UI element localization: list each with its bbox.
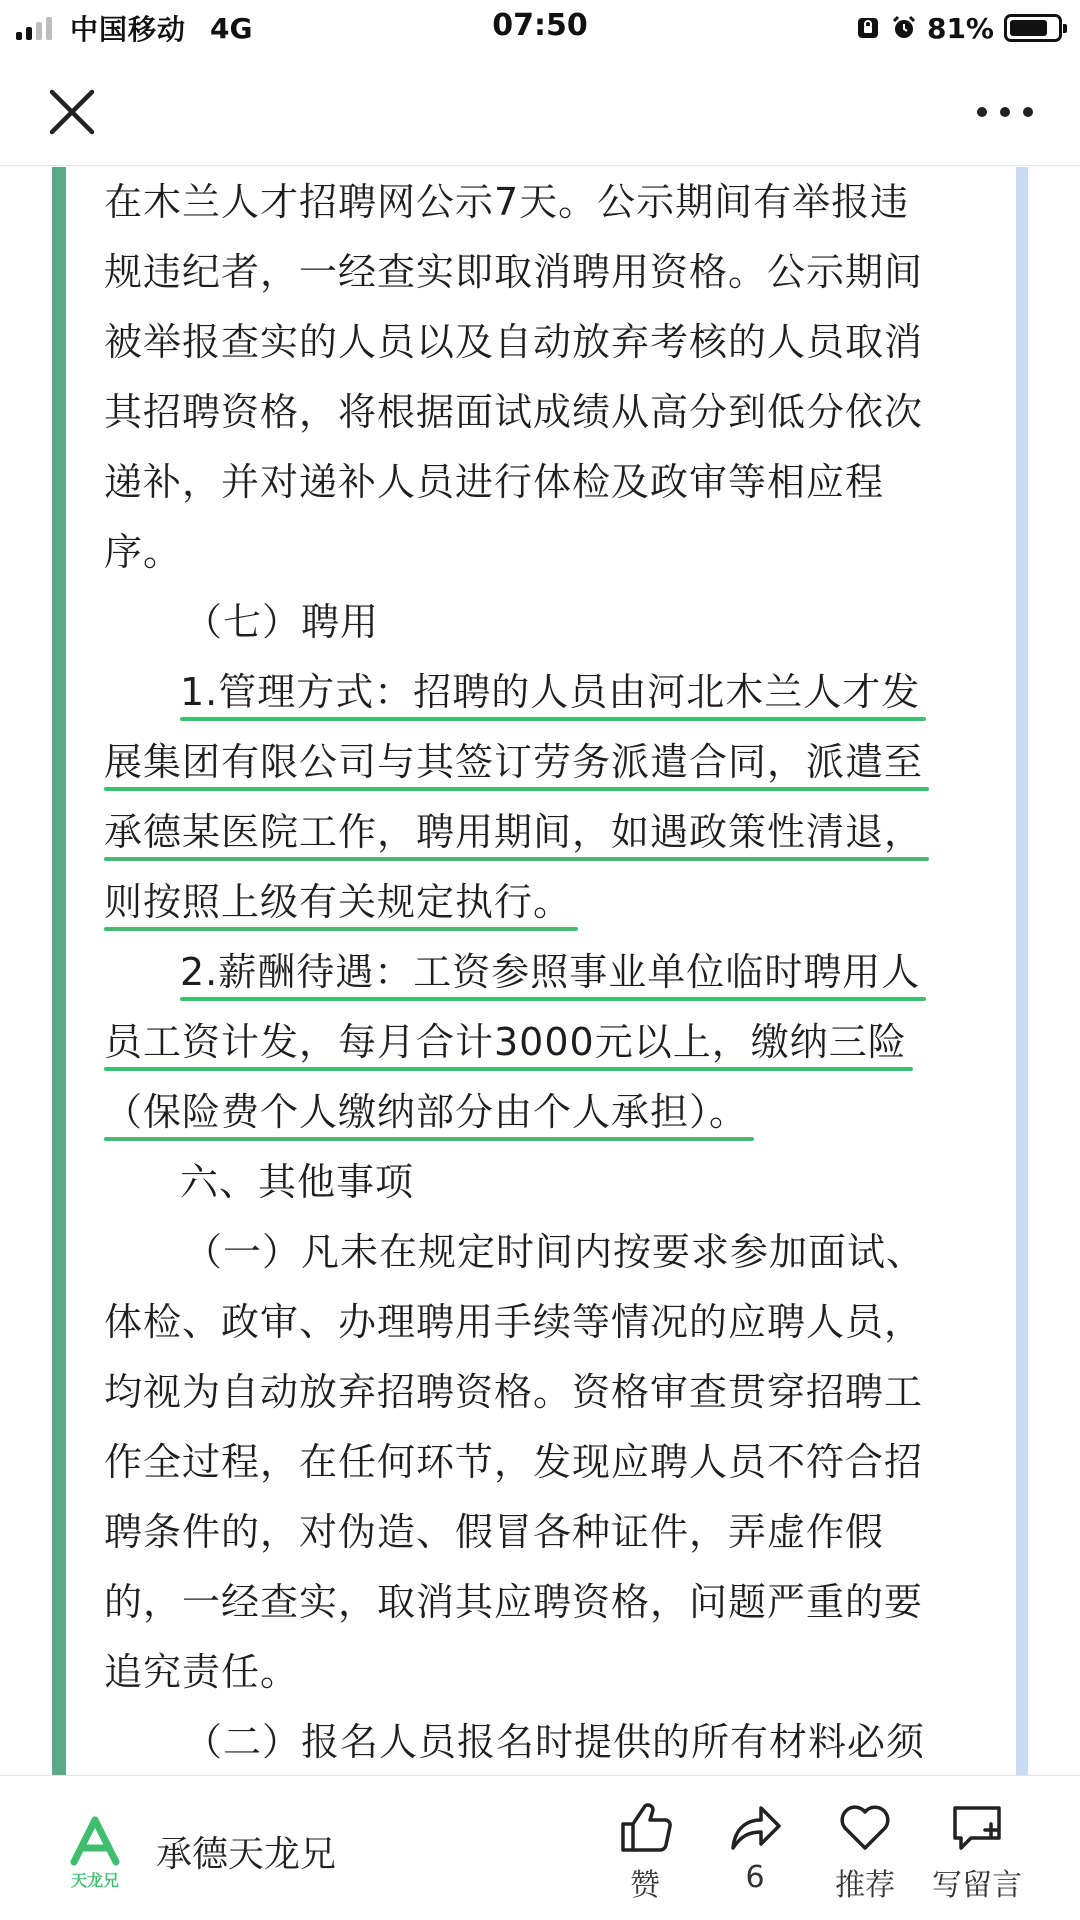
comment-button[interactable] xyxy=(922,1800,1032,1916)
share-count: 6 xyxy=(745,1860,765,1895)
article-line: 均视为自动放弃招聘资格。资格审查贯穿招聘工 xyxy=(104,1370,924,1414)
like-label: 赞 xyxy=(630,1868,660,1903)
battery-icon xyxy=(1004,14,1062,42)
status-right xyxy=(855,10,1062,46)
article-line: 递补，并对递补人员进行体检及政审等相应程 xyxy=(104,460,885,504)
article-line: （一）凡未在规定时间内按要求参加面试、 xyxy=(184,1230,926,1274)
highlighted-line: 1.管理方式：招聘的人员由河北木兰人才发 xyxy=(180,657,920,727)
highlighted-line: （保险费个人缴纳部分由个人承担）。 xyxy=(104,1077,748,1147)
article-line: 在木兰人才招聘网公示7天。公示期间有举报违 xyxy=(104,180,910,224)
status-time: 07:50 xyxy=(492,8,588,43)
carrier-name: 中国移动 xyxy=(70,13,187,46)
section-heading-hire: （七）聘用 xyxy=(184,600,380,644)
article-line: 追究责任。 xyxy=(104,1650,300,1694)
network-type: 4G xyxy=(210,11,253,45)
status-bar xyxy=(0,0,1080,56)
close-icon[interactable] xyxy=(44,84,100,140)
more-icon[interactable] xyxy=(970,84,1040,140)
article-content xyxy=(104,167,984,1775)
alarm-icon xyxy=(891,15,917,41)
like-button[interactable] xyxy=(590,1800,700,1916)
article-body[interactable] xyxy=(0,167,1080,1775)
share-button[interactable] xyxy=(700,1800,810,1916)
right-accent-bar xyxy=(1016,167,1028,1775)
thumbs-up-icon xyxy=(617,1800,673,1854)
comment-icon xyxy=(949,1800,1005,1854)
article-line: 体检、政审、办理聘用手续等情况的应聘人员， xyxy=(104,1300,924,1344)
highlighted-line: 展集团有限公司与其签订劳务派遣合同，派遣至 xyxy=(104,727,923,797)
battery-level xyxy=(1010,20,1047,36)
recommend-label: 推荐 xyxy=(835,1868,895,1903)
bottom-bar xyxy=(0,1775,1080,1920)
highlighted-line: 员工资计发，每月合计3000元以上，缴纳三险 xyxy=(104,1007,907,1077)
left-accent-bar xyxy=(52,167,66,1775)
article-line: 被举报查实的人员以及自动放弃考核的人员取消 xyxy=(104,320,924,364)
article-line: 聘条件的，对伪造、假冒各种证件，弄虚作假 xyxy=(104,1510,885,1554)
orientation-lock-icon xyxy=(855,15,881,41)
nav-bar xyxy=(0,56,1080,166)
highlighted-line: 2.薪酬待遇：工资参照事业单位临时聘用人 xyxy=(180,937,920,1007)
recommend-button[interactable] xyxy=(810,1800,920,1916)
account-logo[interactable] xyxy=(60,1816,130,1890)
article-line: 其招聘资格，将根据面试成绩从高分到低分依次 xyxy=(104,390,924,434)
section-heading-other: 六、其他事项 xyxy=(180,1160,415,1204)
article-line: 的，一经查实，取消其应聘资格，问题严重的要 xyxy=(104,1580,924,1624)
account-name[interactable]: 承德天龙兄 xyxy=(156,1834,337,1875)
article-line: （二）报名人员报名时提供的所有材料必须 xyxy=(184,1720,926,1764)
highlighted-line: 承德某医院工作，聘用期间，如遇政策性清退， xyxy=(104,797,923,867)
account-logo-text: 天龙兄 xyxy=(70,1871,120,1890)
comment-label: 写留言 xyxy=(932,1868,1022,1903)
article-line: 规违纪者，一经查实即取消聘用资格。公示期间 xyxy=(104,250,924,294)
highlighted-line: 则按照上级有关规定执行。 xyxy=(104,867,572,937)
heart-icon xyxy=(837,1800,893,1854)
battery-percent: 81% xyxy=(926,11,994,45)
article-line: 序。 xyxy=(104,530,183,574)
share-icon xyxy=(727,1800,783,1854)
article-line: 作全过程，在任何环节，发现应聘人员不符合招 xyxy=(104,1440,924,1484)
